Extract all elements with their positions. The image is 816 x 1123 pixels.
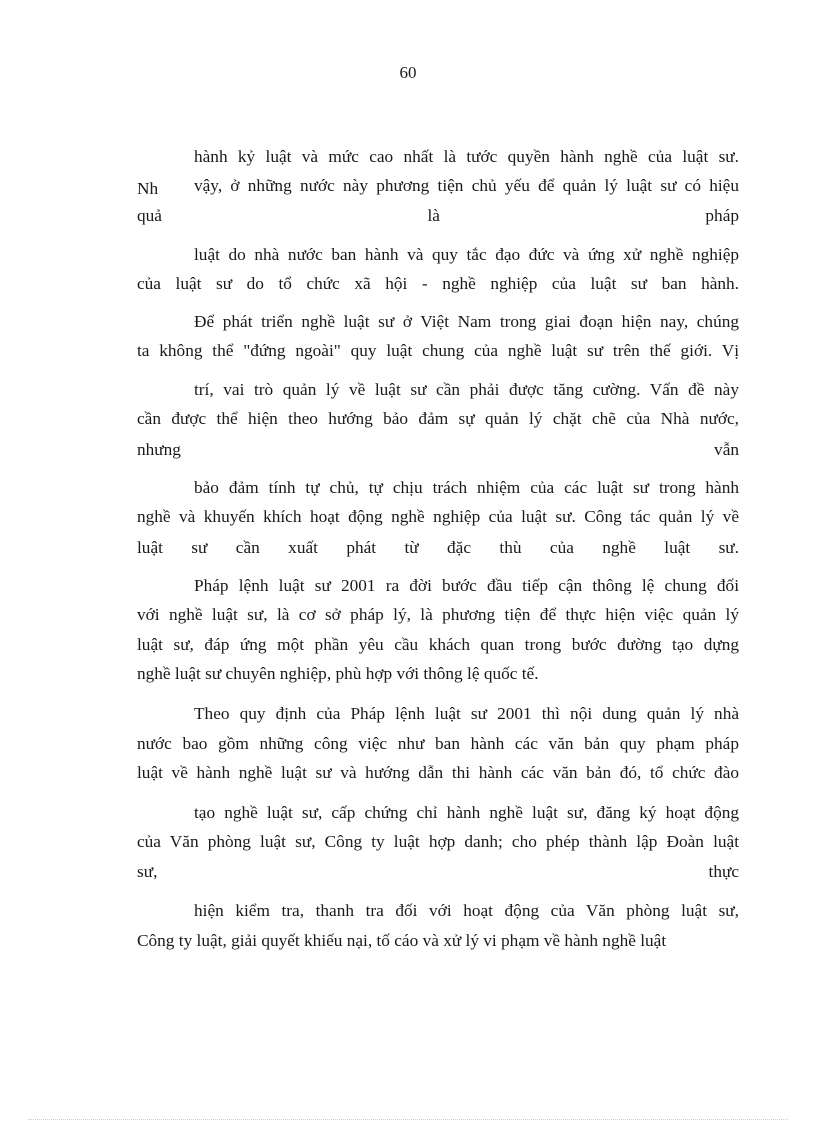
text-fragment: thực xyxy=(708,862,739,881)
text-line: vậy, ở những nước này phương tiện chủ yếu để quản lý luật sư có hiệu xyxy=(194,176,739,195)
text-line-spread xyxy=(137,205,739,227)
text-line: Theo quy định của Pháp lệnh luật sư 2001 thì nội dung quản lý nhà xyxy=(194,704,739,723)
page-bottom-divider xyxy=(28,1119,788,1120)
text-line: của Văn phòng luật sư, Công ty luật hợp danh; cho phép thành lập Đoàn luật xyxy=(137,832,739,851)
text-line: nghề luật sư chuyên nghiệp, phù hợp với thông lệ quốc tế. xyxy=(137,664,539,683)
text-fragment: quả xyxy=(137,206,162,225)
text-line: luật sư cần xuất phát từ đặc thù của nghề luật sư. xyxy=(137,538,739,557)
text-fragment: pháp xyxy=(705,206,739,225)
text-line: nghề và khuyến khích hoạt động nghề nghiệp của luật sư. Công tác quản lý về xyxy=(137,507,739,526)
text-line: trí, vai trò quản lý về luật sư cần phải được tăng cường. Vấn đề này xyxy=(194,380,739,399)
text-line: nước bao gồm những công việc như ban hành các văn bản quy phạm pháp xyxy=(137,734,739,753)
text-line: Để phát triển nghề luật sư ở Việt Nam trong giai đoạn hiện nay, chúng xyxy=(194,312,739,331)
text-line-spread xyxy=(137,861,739,883)
text-fragment: Nh xyxy=(137,179,159,198)
text-line: Pháp lệnh luật sư 2001 ra đời bước đầu tiếp cận thông lệ chung đối xyxy=(194,576,739,595)
text-line: tạo nghề luật sư, cấp chứng chỉ hành nghề luật sư, đăng ký hoạt động xyxy=(194,803,739,822)
text-line-spread xyxy=(137,439,739,461)
text-line: luật do nhà nước ban hành và quy tắc đạo đức và ứng xử nghề nghiệp xyxy=(194,245,739,264)
page-number: 60 xyxy=(399,63,417,82)
text-line: bảo đảm tính tự chủ, tự chịu trách nhiệm của các luật sư trong hành xyxy=(194,478,739,497)
text-line: Công ty luật, giải quyết khiếu nại, tố cáo và xử lý vi phạm về hành nghề luật xyxy=(137,931,667,950)
text-line: luật sư, đáp ứng một phần yêu cầu khách quan trong bước đường tạo dựng xyxy=(137,635,739,654)
text-fragment: là xyxy=(427,206,440,225)
text-line: hành kỷ luật và mức cao nhất là tước quyền hành nghề của luật sư. xyxy=(194,147,739,166)
text-line: hiện kiểm tra, thanh tra đối với hoạt động của Văn phòng luật sư, xyxy=(194,901,739,920)
text-fragment: sư, xyxy=(137,862,158,881)
text-line: của luật sư do tổ chức xã hội - nghề nghiệp của luật sư ban hành. xyxy=(137,274,739,293)
text-fragment: nhưng xyxy=(137,440,181,459)
text-line: với nghề luật sư, là cơ sở pháp lý, là phương tiện để thực hiện việc quản lý xyxy=(137,605,739,624)
text-line: cần được thể hiện theo hướng bảo đảm sự quản lý chặt chẽ của Nhà nước, xyxy=(137,409,739,428)
text-line: luật về hành nghề luật sư và hướng dẫn thi hành các văn bản đó, tổ chức đào xyxy=(137,763,739,782)
text-line: ta không thể "đứng ngoài" quy luật chung của nghề luật sư trên thế giới. Vị xyxy=(137,341,739,360)
text-fragment: vẫn xyxy=(714,440,739,459)
